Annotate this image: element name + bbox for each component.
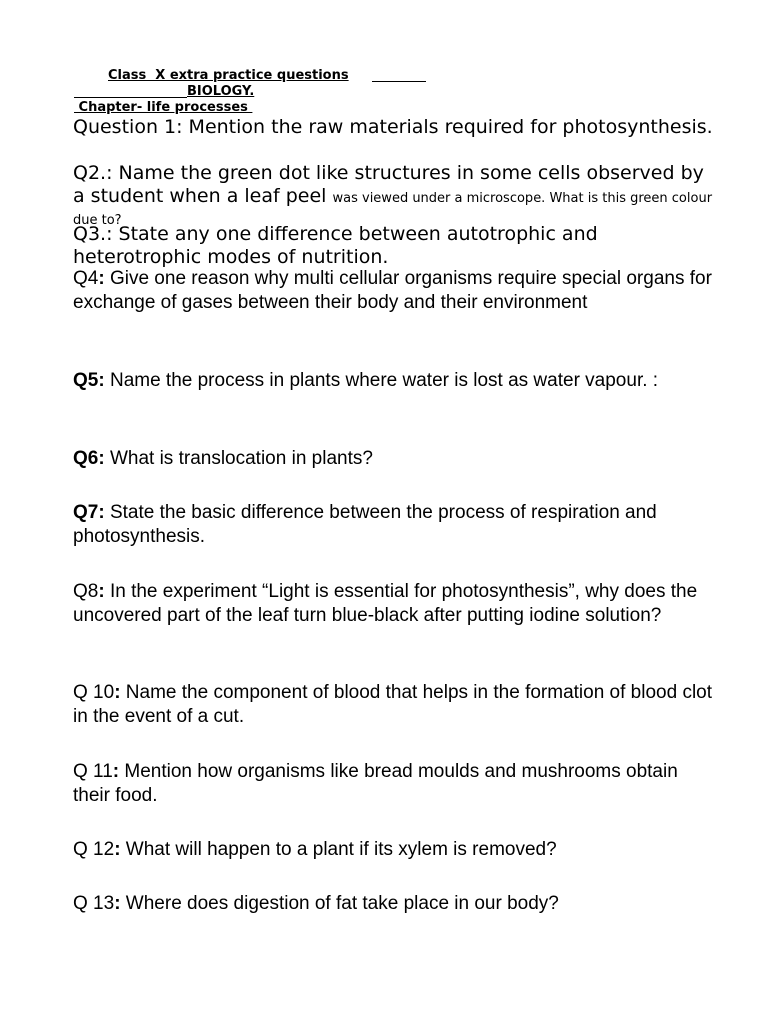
question-10 xyxy=(73,681,713,728)
question-7 xyxy=(73,501,713,548)
question-text: What will happen to a plant if its xylem is removed? xyxy=(120,839,557,860)
question-colon: : xyxy=(98,268,105,289)
question-colon: : xyxy=(114,893,121,914)
question-label: Q 10 xyxy=(73,682,115,703)
question-6 xyxy=(73,447,713,471)
question-label: Q 12 xyxy=(73,839,115,860)
question-text: Name the green dot like structures in some cells observed by a student when a leaf peel xyxy=(73,162,704,207)
question-12 xyxy=(73,838,713,862)
header-subject: BIOLOGY. xyxy=(187,84,255,99)
header-underline-filler xyxy=(372,81,426,82)
question-text: State the basic difference between the process of respiration and photosynthesis. xyxy=(73,502,657,547)
question-text: In the experiment “Light is essential for photosynthesis”, why does the uncovered part of the leaf turn blue-black after putting iodine solution? xyxy=(73,581,698,626)
question-text: Name the process in plants where water is lost as water vapour. : xyxy=(104,370,659,391)
question-label: Q6: xyxy=(73,448,105,469)
question-colon: : xyxy=(112,761,120,782)
question-1 xyxy=(73,116,713,139)
header-class-title: Class X extra practice questions xyxy=(108,68,349,83)
question-text: Give one reason why multi cellular organisms require special organs for exchange of gases between their body and their environment xyxy=(73,268,712,313)
question-4 xyxy=(73,267,713,314)
question-3 xyxy=(73,223,713,268)
question-label: Q3.: xyxy=(73,223,113,245)
question-label: Q 11 xyxy=(73,761,113,782)
question-colon: : xyxy=(98,581,105,602)
question-5 xyxy=(73,369,713,393)
question-2 xyxy=(73,162,713,230)
question-text: Mention the raw materials required for photosynthesis. xyxy=(182,116,713,138)
question-11 xyxy=(73,760,713,807)
question-13 xyxy=(73,892,713,916)
question-text-small: was viewed under a microscope. What is this green colour due to? xyxy=(73,190,713,228)
question-text: State any one difference between autotrophic and heterotrophic modes of nutrition. xyxy=(73,223,598,268)
question-label: Q7: xyxy=(73,502,105,523)
question-label: Q5: xyxy=(73,370,105,391)
question-text: Name the component of blood that helps in the formation of blood clot in the event of a cut. xyxy=(73,682,713,727)
question-label: Q8 xyxy=(73,581,99,602)
question-text: What is translocation in plants? xyxy=(104,448,373,469)
header-underline-lead xyxy=(74,97,187,98)
question-label: Question 1: xyxy=(73,116,183,138)
question-colon: : xyxy=(114,682,121,703)
question-text: Mention how organisms like bread moulds and mushrooms obtain their food. xyxy=(73,761,678,806)
question-label: Q4 xyxy=(73,268,99,289)
question-8 xyxy=(73,580,713,627)
question-label: Q 13 xyxy=(73,893,115,914)
question-text: Where does digestion of fat take place in our body? xyxy=(120,893,559,914)
question-label: Q2.: xyxy=(73,162,113,184)
header-chapter: Chapter- life processes xyxy=(74,100,253,115)
question-colon: : xyxy=(114,839,121,860)
